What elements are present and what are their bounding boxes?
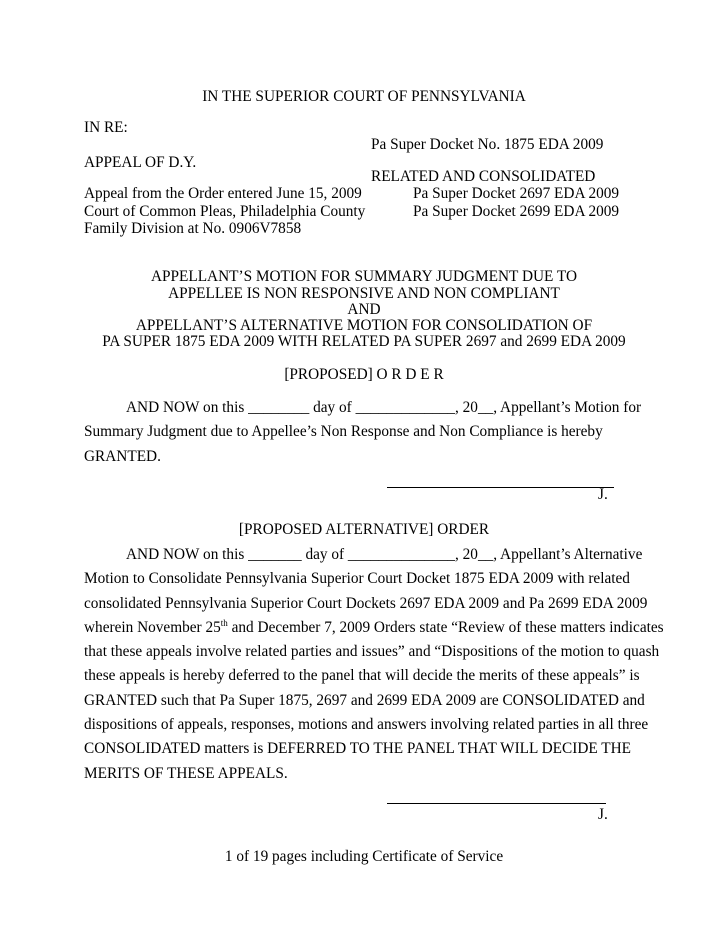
alt-order-line-4-start: wherein November 25 <box>84 618 221 636</box>
alt-order-line-3: consolidated Pennsylvania Superior Court Dockets 2697 EDA 2009 and Pa 2699 EDA 2009 <box>84 594 648 612</box>
alt-order-line-4 <box>84 616 664 640</box>
alt-order-line-5: that these appeals involve related parties and issues” and “Dispositions of the motion to quash <box>84 643 660 661</box>
alt-order-line-4-end: and December 7, 2009 Orders state “Review of these matters indicates <box>227 618 664 636</box>
motion-title-line-1: APPELLANT’S MOTION FOR SUMMARY JUDGMENT DUE TO <box>150 268 578 285</box>
alt-order-line-6: these appeals is hereby deferred to the panel that will decide the merits of these appeals” is <box>84 667 640 685</box>
alt-order-line-10: MERITS OF THESE APPEALS. <box>84 764 288 782</box>
caption-docket-number: Pa Super Docket No. 1875 EDA 2009 <box>371 136 604 153</box>
motion-title-line-4: APPELLANT’S ALTERNATIVE MOTION FOR CONSOLIDATION OF <box>135 317 593 334</box>
order-line-1: AND NOW on this ________ day of _____________, 20__, Appellant’s Motion for <box>126 399 642 416</box>
caption-appeal-from: Appeal from the Order entered June 15, 2009 <box>84 185 362 202</box>
order-heading: [PROPOSED] O R D E R <box>284 366 444 383</box>
caption-in-re: IN RE: <box>84 119 128 136</box>
caption-related-heading: RELATED AND CONSOLIDATED <box>371 168 596 185</box>
caption-court-common-pleas: Court of Common Pleas, Philadelphia County <box>84 203 366 220</box>
alternative-order-paragraph <box>84 543 664 786</box>
caption-family-division: Family Division at No. 0906V7858 <box>84 220 302 237</box>
caption-appeal-of: APPEAL OF D.Y. <box>84 154 197 171</box>
ordinal-suffix: th <box>220 617 228 628</box>
alt-order-line-2: Motion to Consolidate Pennsylvania Superior Court Docket 1875 EDA 2009 with related <box>84 570 630 588</box>
caption-related-docket-2699: Pa Super Docket 2699 EDA 2009 <box>413 203 620 220</box>
alternative-order-heading: [PROPOSED ALTERNATIVE] ORDER <box>238 521 490 538</box>
motion-title-line-5: PA SUPER 1875 EDA 2009 WITH RELATED PA SUPER 2697 and 2699 EDA 2009 <box>102 333 626 350</box>
motion-title-line-2: APPELLEE IS NON RESPONSIVE AND NON COMPLIANT <box>168 285 560 302</box>
order-paragraph <box>84 396 644 469</box>
order-line-3: GRANTED. <box>84 447 161 465</box>
order-line-2: Summary Judgment due to Appellee’s Non Response and Non Compliance is hereby <box>84 423 603 441</box>
judge-signature-line-2 <box>387 803 606 804</box>
court-heading: IN THE SUPERIOR COURT OF PENNSYLVANIA <box>202 88 526 105</box>
motion-title-line-3: AND <box>347 301 381 318</box>
judge-signature-line-1 <box>387 487 614 488</box>
alt-order-line-9: CONSOLIDATED matters is DEFERRED TO THE PANEL THAT WILL DECIDE THE <box>84 740 631 758</box>
page-footer: 1 of 19 pages including Certificate of Service <box>224 848 504 865</box>
alt-order-line-1: AND NOW on this _______ day of ______________, 20__, Appellant’s Alternative <box>126 546 643 563</box>
judge-label-2: J. <box>598 806 608 823</box>
alt-order-line-8: dispositions of appeals, responses, motions and answers involving related parties in all three <box>84 716 649 734</box>
caption-related-docket-2697: Pa Super Docket 2697 EDA 2009 <box>413 185 620 202</box>
judge-label-1: J. <box>598 486 608 503</box>
alt-order-line-7: GRANTED such that Pa Super 1875, 2697 and 2699 EDA 2009 are CONSOLIDATED and <box>84 691 645 709</box>
